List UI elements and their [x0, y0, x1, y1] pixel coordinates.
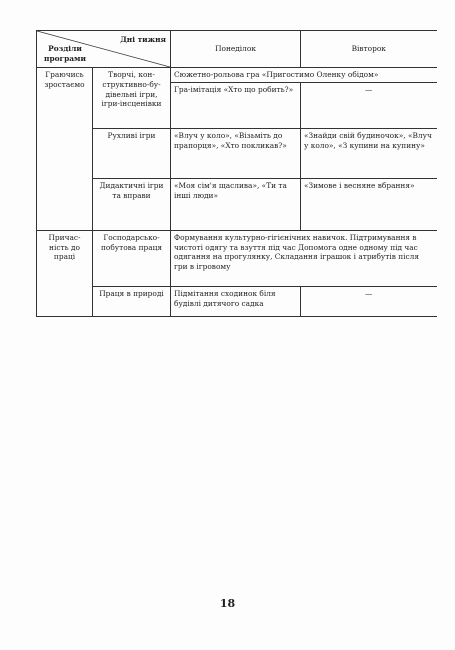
creative-monday-cell: Гра-імітація «Хто що робить?»	[171, 82, 301, 128]
subsection-nature-work: Праця в природі	[93, 286, 171, 316]
table-row	[37, 68, 437, 83]
subsection-mobile-games: Рухливі ігри	[93, 128, 171, 178]
didactic-tuesday-cell: «Зимове і весняне вбрання»	[301, 178, 437, 230]
creative-tuesday-cell: —	[301, 82, 437, 128]
table-header-row	[37, 31, 437, 68]
section-play: Граючись зростаємо	[37, 68, 93, 231]
household-work-merged-cell: Формування культурно-гігієнічних навичок. Підтримування в чистоті одягу та взуття під час Допомога одне одному під час одягання на прогулянку, Складання іграшок і атрибутів після гри в ігровому	[171, 230, 437, 286]
page-number: 18	[219, 597, 236, 610]
diagonal-header-cell	[37, 31, 171, 68]
tuesday-header: Вівторок	[301, 31, 437, 68]
mobile-monday-cell: «Влуч у коло», «Візьміть до прапорця», «Хто покликав?»	[171, 128, 301, 178]
table-row	[37, 230, 437, 286]
program-sections-label: Розділи програми	[44, 44, 86, 64]
table-row	[37, 128, 437, 178]
schedule-table	[36, 30, 437, 317]
nature-monday-cell: Підмітання сходинок біля будівлі дитячого садка	[171, 286, 301, 316]
role-play-merged-cell: Сюжетно-рольова гра «Пригостимо Оленку обідом»	[171, 68, 437, 83]
section-work: Причас-ність до праці	[37, 230, 93, 316]
days-of-week-label: Дні тижня	[120, 35, 166, 44]
subsection-didactic-games: Дидактичні ігри та вправи	[93, 178, 171, 230]
didactic-monday-cell: «Моя сім'я щаслива», «Ти та інші люди»	[171, 178, 301, 230]
subsection-creative-games: Творчі, кон-структивно-бу-дівельні ігри, ігри-інсценівки	[93, 68, 171, 129]
monday-header: Понеділок	[171, 31, 301, 68]
mobile-tuesday-cell: «Знайди свій будиночок», «Влуч у коло», «З купини на купину»	[301, 128, 437, 178]
nature-tuesday-cell: —	[301, 286, 437, 316]
table-row	[37, 286, 437, 316]
subsection-household-work: Господарсько-побутова праця	[93, 230, 171, 286]
table-row	[37, 178, 437, 230]
